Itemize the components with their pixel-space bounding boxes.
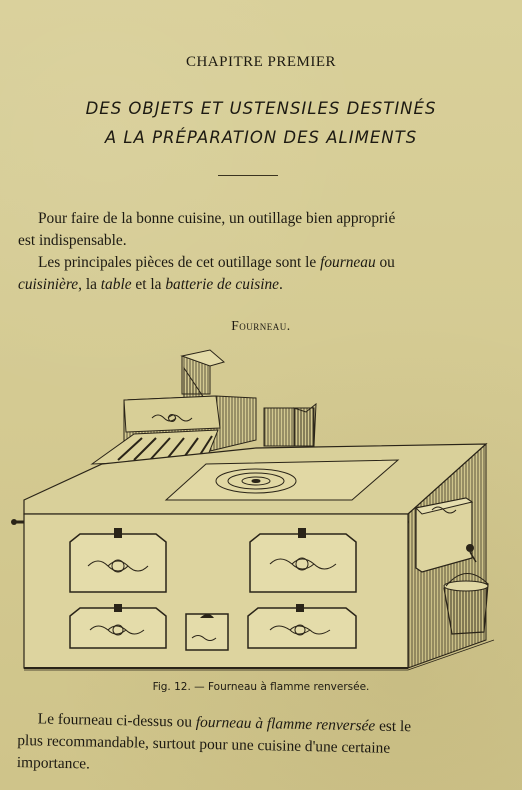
text-run: ou xyxy=(375,254,395,271)
paragraph-1 xyxy=(18,208,504,252)
chapter-title-line-1: DES OBJETS ET USTENSILES DESTINÉS xyxy=(85,99,437,118)
oven-door-right xyxy=(250,528,356,592)
paragraph-3-line-3: importance. xyxy=(16,753,91,773)
paragraph-2-line-1 xyxy=(18,252,504,274)
oven-door-left xyxy=(70,528,166,592)
burner-plate xyxy=(216,469,296,493)
bucket xyxy=(444,573,488,634)
figure-caption: Fig. 12. — Fourneau à flamme renversée. xyxy=(152,681,370,693)
paragraph-2 xyxy=(18,252,504,296)
text-run: , la xyxy=(78,276,101,293)
paragraph-1-line-1: Pour faire de la bonne cuisine, un outillage bien approprié xyxy=(38,210,396,227)
paragraph-1-line-2: est indispensable. xyxy=(18,232,127,249)
term-fourneau: fourneau xyxy=(320,254,376,271)
back-wall xyxy=(264,404,316,446)
text-run: est le xyxy=(375,717,412,736)
chapter-title-line-2: A LA PRÉPARATION DES ALIMENTS xyxy=(104,128,418,147)
chapter-label: CHAPITRE PREMIER xyxy=(185,54,337,70)
title-divider xyxy=(218,175,278,176)
text-run: Les principales pièces de cet outillage sont le xyxy=(38,254,321,271)
center-drawer xyxy=(186,614,228,650)
stove-front xyxy=(24,514,408,668)
term-cuisiniere: cuisinière xyxy=(18,276,79,293)
section-heading: Fourneau. xyxy=(231,318,291,333)
paragraph-3-line-2: plus recommandable, surtout pour une cuisine d'une certaine xyxy=(17,731,391,757)
paragraph-3 xyxy=(17,708,504,784)
ash-door-left xyxy=(70,604,166,648)
text-run: Le fourneau ci-dessus ou xyxy=(37,710,197,731)
term-table: table xyxy=(100,276,132,293)
chapter-title xyxy=(0,94,522,152)
stove-illustration xyxy=(6,348,506,676)
stove-top xyxy=(24,444,486,514)
text-run: et la xyxy=(131,276,166,293)
ash-door-right xyxy=(248,604,356,648)
text-run: . xyxy=(279,276,283,293)
term-fourneau-flamme: fourneau à flamme renversée xyxy=(195,713,376,735)
paragraph-2-line-2 xyxy=(18,274,504,296)
term-batterie: batterie de cuisine xyxy=(165,276,280,293)
